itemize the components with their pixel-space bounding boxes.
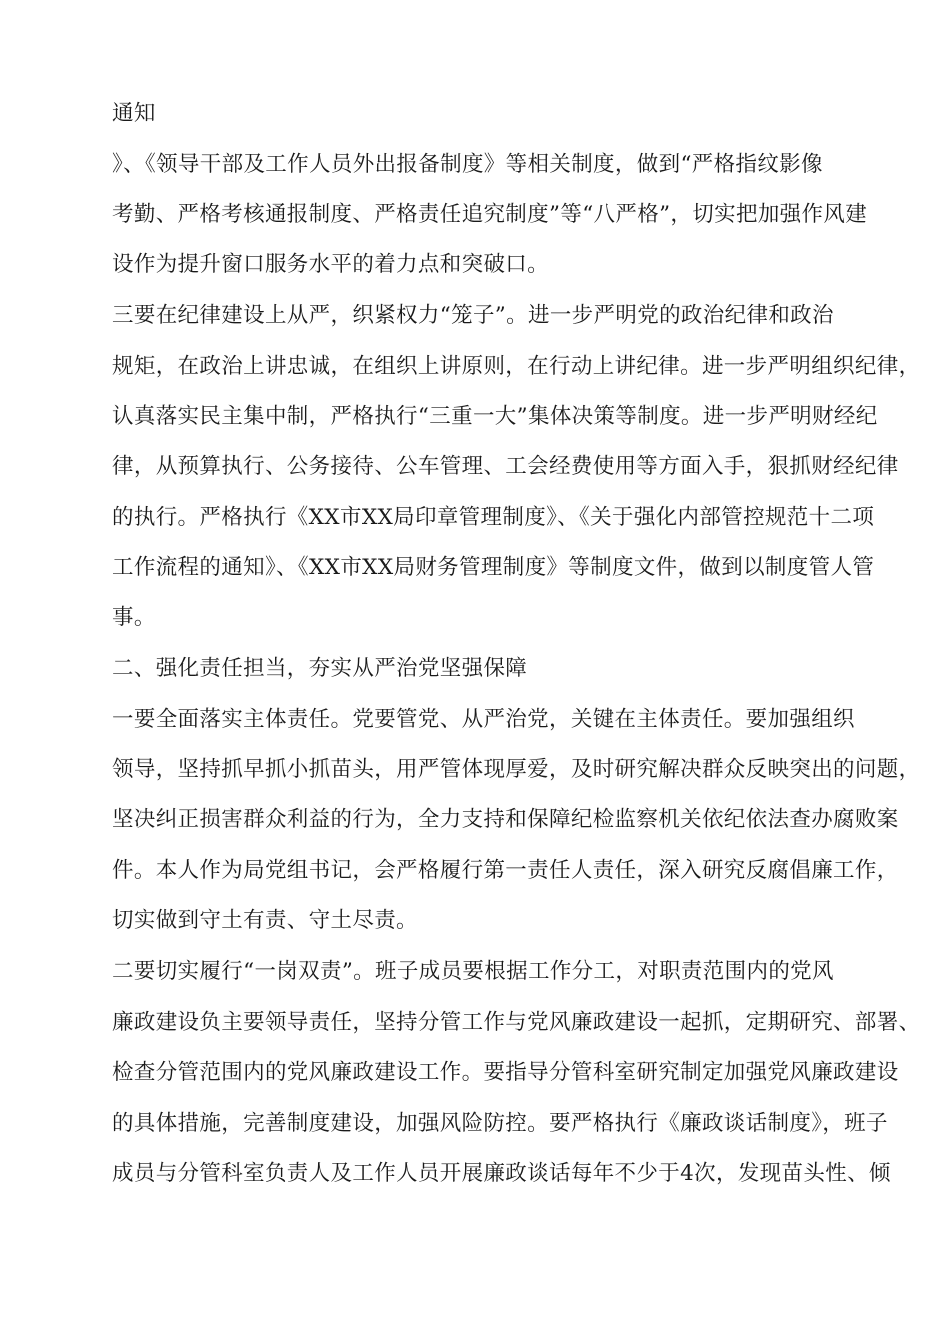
text-line: 工作流程的通知》、《XX市XX局财务管理制度》等制度文件，做到以制度管人管	[112, 555, 875, 580]
text-line: 事。	[112, 605, 156, 630]
text-line: 三要在纪律建设上从严，织紧权力“笼子”。进一步严明党的政治纪律和政治	[112, 303, 834, 328]
text-line: 切实做到守土有责、守土尽责。	[112, 908, 418, 933]
text-line: 一要全面落实主体责任。党要管党、从严治党，关键在主体责任。要加强组织	[112, 707, 855, 732]
text-line: 的具体措施，完善制度建设，加强风险防控。要严格执行《廉政谈话制度》，班子	[112, 1111, 888, 1136]
text-line: 规矩，在政治上讲忠诚，在组织上讲原则，在行动上讲纪律。进一步严明组织纪律，	[112, 354, 921, 379]
text-line: 件。本人作为局党组书记，会严格履行第一责任人责任，深入研究反腐倡廉工作，	[112, 858, 899, 883]
text-line: 廉政建设负主要领导责任，坚持分管工作与党风廉政建设一起抓，定期研究、部署、	[112, 1010, 921, 1035]
text-line: 律，从预算执行、公务接待、公车管理、工会经费使用等方面入手，狠抓财经纪律	[112, 454, 899, 479]
text-line: 通知	[112, 101, 156, 126]
text-line: 成员与分管科室负责人及工作人员开展廉政谈话每年不少于4次，发现苗头性、倾	[112, 1161, 891, 1186]
text-line: 坚决纠正损害群众利益的行为，全力支持和保障纪检监察机关依纪依法查办腐败案	[112, 807, 899, 832]
text-line: 二要切实履行“一岗双责”。班子成员要根据工作分工，对职责范围内的党风	[112, 959, 834, 984]
text-line: 》、《领导干部及工作人员外出报备制度》等相关制度，做到“严格指纹影像	[112, 152, 823, 177]
text-line: 设作为提升窗口服务水平的着力点和突破口。	[112, 252, 550, 277]
text-line: 认真落实民主集中制，严格执行“三重一大”集体决策等制度。进一步严明财经纪	[112, 404, 878, 429]
text-line: 检查分管范围内的党风廉政建设工作。要指导分管科室研究制定加强党风廉政建设	[112, 1060, 899, 1085]
text-line: 的执行。严格执行《XX市XX局印章管理制度》、《关于强化内部管控规范十二项	[112, 505, 875, 530]
text-line: 考勤、严格考核通报制度、严格责任追究制度”等“八严格”，切实把加强作风建	[112, 202, 868, 227]
text-line: 领导，坚持抓早抓小抓苗头，用严管体现厚爱，及时研究解决群众反映突出的问题，	[112, 757, 921, 782]
section-heading: 二、强化责任担当，夯实从严治党坚强保障	[112, 656, 528, 681]
